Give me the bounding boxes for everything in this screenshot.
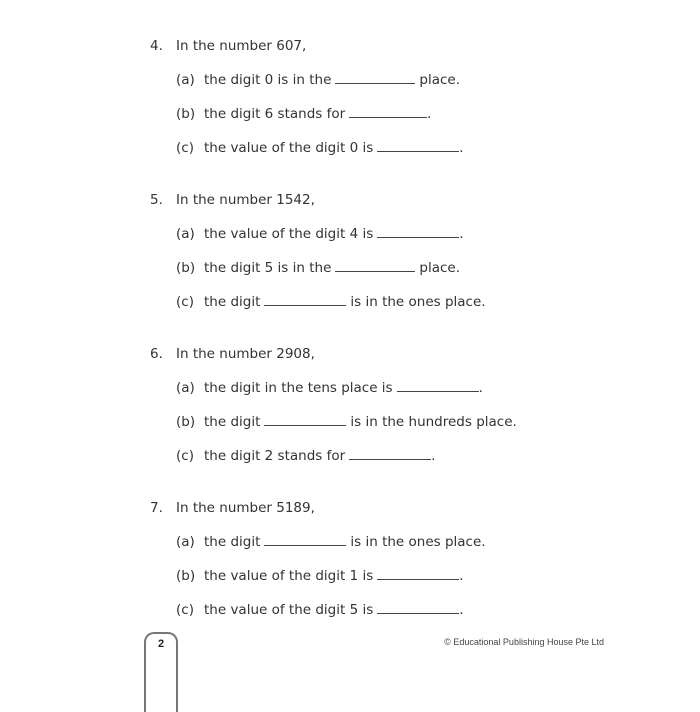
answer-blank-7c[interactable] — [377, 602, 459, 614]
answer-blank-4a[interactable] — [335, 72, 415, 84]
question-5b-label: (b) — [176, 260, 196, 276]
answer-blank-5c[interactable] — [264, 294, 346, 306]
question-7c-after: . — [459, 602, 464, 618]
question-4b-text — [204, 106, 431, 122]
answer-blank-7b[interactable] — [377, 568, 459, 580]
question-7a-after: is in the ones place. — [350, 534, 486, 550]
question-5-number: 5. — [150, 192, 163, 208]
question-4b-before: the digit 6 stands for — [204, 106, 346, 122]
question-6c-after: . — [431, 448, 436, 464]
answer-blank-6a[interactable] — [397, 380, 479, 392]
question-4a-before: the digit 0 is in the — [204, 72, 332, 88]
answer-blank-7a[interactable] — [264, 534, 346, 546]
copyright-notice: © Educational Publishing House Pte Ltd — [444, 637, 604, 647]
question-4b-after: . — [427, 106, 432, 122]
question-7c-label: (c) — [176, 602, 194, 618]
question-7-number: 7. — [150, 500, 163, 516]
question-4a-after: place. — [419, 72, 461, 88]
question-7b-after: . — [459, 568, 464, 584]
page-number: 2 — [157, 638, 165, 650]
page-number-tab — [144, 632, 178, 712]
question-7b-before: the value of the digit 1 is — [204, 568, 374, 584]
question-4c-before: the value of the digit 0 is — [204, 140, 374, 156]
question-5c-text — [204, 294, 486, 310]
question-6a-label: (a) — [176, 380, 195, 396]
question-4a-label: (a) — [176, 72, 195, 88]
question-5a-text — [204, 226, 464, 242]
question-6c-before: the digit 2 stands for — [204, 448, 346, 464]
answer-blank-6c[interactable] — [349, 448, 431, 460]
answer-blank-6b[interactable] — [264, 414, 346, 426]
question-4c-after: . — [459, 140, 464, 156]
question-6a-after: . — [478, 380, 483, 396]
question-4c-label: (c) — [176, 140, 194, 156]
question-5a-after: . — [459, 226, 464, 242]
question-7b-text — [204, 568, 464, 584]
question-7-stem: In the number 5189, — [176, 500, 315, 516]
question-6-stem: In the number 2908, — [176, 346, 315, 362]
question-6c-text — [204, 448, 435, 464]
question-5b-after: place. — [419, 260, 461, 276]
answer-blank-4b[interactable] — [349, 106, 427, 118]
question-4b-label: (b) — [176, 106, 196, 122]
question-5a-label: (a) — [176, 226, 195, 242]
question-7a-label: (a) — [176, 534, 195, 550]
question-6c-label: (c) — [176, 448, 194, 464]
question-5b-text — [204, 260, 460, 276]
question-7b-label: (b) — [176, 568, 196, 584]
question-5c-after: is in the ones place. — [350, 294, 486, 310]
question-5a-before: the value of the digit 4 is — [204, 226, 374, 242]
answer-blank-4c[interactable] — [377, 140, 459, 152]
question-7a-before: the digit — [204, 534, 261, 550]
question-4-number: 4. — [150, 38, 163, 54]
question-6a-text — [204, 380, 483, 396]
question-6b-before: the digit — [204, 414, 261, 430]
question-6b-label: (b) — [176, 414, 196, 430]
question-5c-before: the digit — [204, 294, 261, 310]
answer-blank-5a[interactable] — [377, 226, 459, 238]
question-5c-label: (c) — [176, 294, 194, 310]
question-6b-after: is in the hundreds place. — [350, 414, 517, 430]
question-6-number: 6. — [150, 346, 163, 362]
question-6a-before: the digit in the tens place is — [204, 380, 393, 396]
question-7a-text — [204, 534, 486, 550]
question-5-stem: In the number 1542, — [176, 192, 315, 208]
question-4a-text — [204, 72, 460, 88]
answer-blank-5b[interactable] — [335, 260, 415, 272]
question-7c-before: the value of the digit 5 is — [204, 602, 374, 618]
question-4-stem: In the number 607, — [176, 38, 307, 54]
question-7c-text — [204, 602, 464, 618]
question-5b-before: the digit 5 is in the — [204, 260, 332, 276]
question-6b-text — [204, 414, 517, 430]
question-4c-text — [204, 140, 464, 156]
